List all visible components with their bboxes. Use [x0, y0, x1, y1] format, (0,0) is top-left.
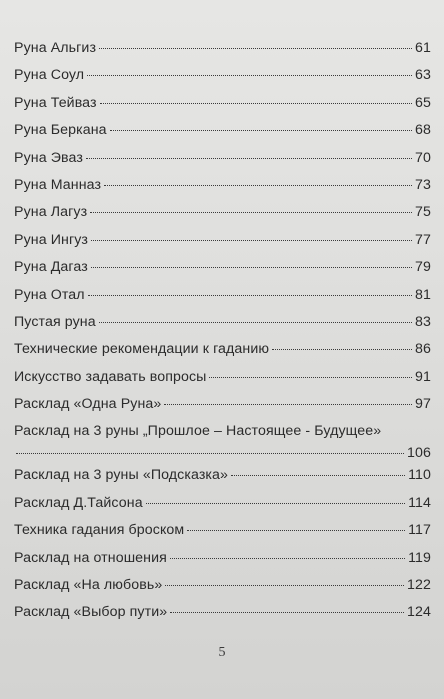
toc-entry — [14, 232, 431, 259]
dot-leader — [91, 240, 412, 241]
toc-entry-title: Руна Дагаз — [14, 259, 88, 276]
toc-entry — [14, 369, 431, 396]
dot-leader — [16, 453, 404, 454]
toc-entry — [14, 314, 431, 341]
toc-entry-page: 68 — [415, 122, 431, 139]
toc-entry-page: 77 — [415, 231, 431, 248]
toc-entry — [14, 423, 431, 467]
dot-leader — [87, 75, 412, 76]
toc-entry-page: 81 — [415, 286, 431, 303]
dot-leader — [110, 130, 412, 131]
dot-leader — [91, 267, 412, 268]
toc-entry-page: 106 — [407, 445, 431, 462]
toc-entry-title: Пустая руна — [14, 313, 96, 330]
toc-entry-title: Технические рекомендации к гаданию — [14, 341, 270, 358]
toc-entry — [14, 396, 431, 423]
dot-leader — [104, 185, 412, 186]
toc-entry — [14, 259, 431, 286]
toc-entry-title: Руна Отал — [14, 286, 85, 303]
dot-leader — [187, 530, 405, 531]
toc-entry-title: Расклад «На любовь» — [14, 577, 163, 594]
toc-entry-title: Расклад «Одна Руна» — [14, 396, 162, 413]
dot-leader — [165, 585, 404, 586]
toc-entry — [14, 341, 431, 368]
dot-leader — [88, 295, 412, 296]
toc-entry — [14, 287, 431, 314]
page-number: 5 — [218, 645, 226, 660]
dot-leader — [170, 612, 404, 613]
toc-entry — [14, 577, 431, 604]
toc-entry — [14, 95, 431, 122]
toc-entry-page: 86 — [415, 341, 431, 358]
toc-entry-title: Руна Соул — [14, 67, 85, 84]
dot-leader — [272, 349, 412, 350]
toc-entry — [14, 67, 431, 94]
toc-entry-title: Расклад на 3 руны „Прошлое – Настоящее - Будущее» — [14, 423, 382, 440]
toc-entry-page: 70 — [415, 149, 431, 166]
toc-entry-page: 75 — [415, 204, 431, 221]
toc-entry-title: Расклад «Выбор пути» — [14, 604, 168, 621]
toc-entry-page: 61 — [415, 40, 431, 56]
dot-leader — [170, 558, 405, 559]
toc-entry-title: Руна Манназ — [14, 176, 102, 193]
dot-leader — [146, 503, 405, 504]
toc-entry-title: Руна Альгиз — [14, 40, 97, 56]
dot-leader — [99, 48, 412, 49]
toc-entry-page: 119 — [408, 549, 431, 566]
toc-entry — [14, 122, 431, 149]
toc-entry-page: 73 — [415, 176, 431, 193]
toc-entry — [14, 495, 431, 522]
toc-entry-page: 110 — [408, 467, 431, 484]
toc-entry-page: 117 — [408, 522, 431, 539]
toc-entry-title: Руна Эваз — [14, 149, 83, 166]
toc-entry-title: Расклад Д.Тайсона — [14, 494, 143, 511]
toc-entry-title: Искусство задавать вопросы — [14, 368, 207, 385]
toc-entry-page: 122 — [407, 577, 431, 594]
toc-entry-title: Расклад на отношения — [14, 549, 167, 566]
toc-entry-title: Руна Ингуз — [14, 231, 89, 248]
dot-leader — [231, 475, 405, 476]
toc-entry-page: 63 — [415, 67, 431, 84]
dot-leader — [90, 212, 412, 213]
toc-entry-page: 97 — [415, 396, 431, 413]
dot-leader — [86, 158, 412, 159]
dot-leader — [164, 404, 412, 405]
toc-entry-title: Руна Лагуз — [14, 204, 88, 221]
toc-entry-page: 114 — [408, 494, 431, 511]
toc-entry-title: Техника гадания броском — [14, 522, 185, 539]
toc-entry-page: 124 — [407, 604, 431, 621]
toc-entry — [14, 550, 431, 577]
dot-leader — [100, 103, 412, 104]
toc-entry-title: Руна Беркана — [14, 122, 107, 139]
toc-entry-page: 91 — [415, 368, 431, 385]
toc-entry — [14, 204, 431, 231]
toc-entry — [14, 150, 431, 177]
toc-entry-title: Руна Тейваз — [14, 94, 97, 111]
dot-leader — [99, 322, 412, 323]
toc-entry — [14, 604, 431, 631]
toc-entry — [14, 40, 431, 67]
toc-entry — [14, 467, 431, 494]
toc-entry-page: 79 — [415, 259, 431, 276]
toc-entry — [14, 177, 431, 204]
toc-entry-page: 83 — [415, 313, 431, 330]
toc-entry-title: Расклад на 3 руны «Подсказка» — [14, 467, 229, 484]
toc-entry — [14, 522, 431, 549]
dot-leader — [209, 377, 412, 378]
toc-entry-page: 65 — [415, 94, 431, 111]
table-of-contents — [14, 40, 431, 632]
